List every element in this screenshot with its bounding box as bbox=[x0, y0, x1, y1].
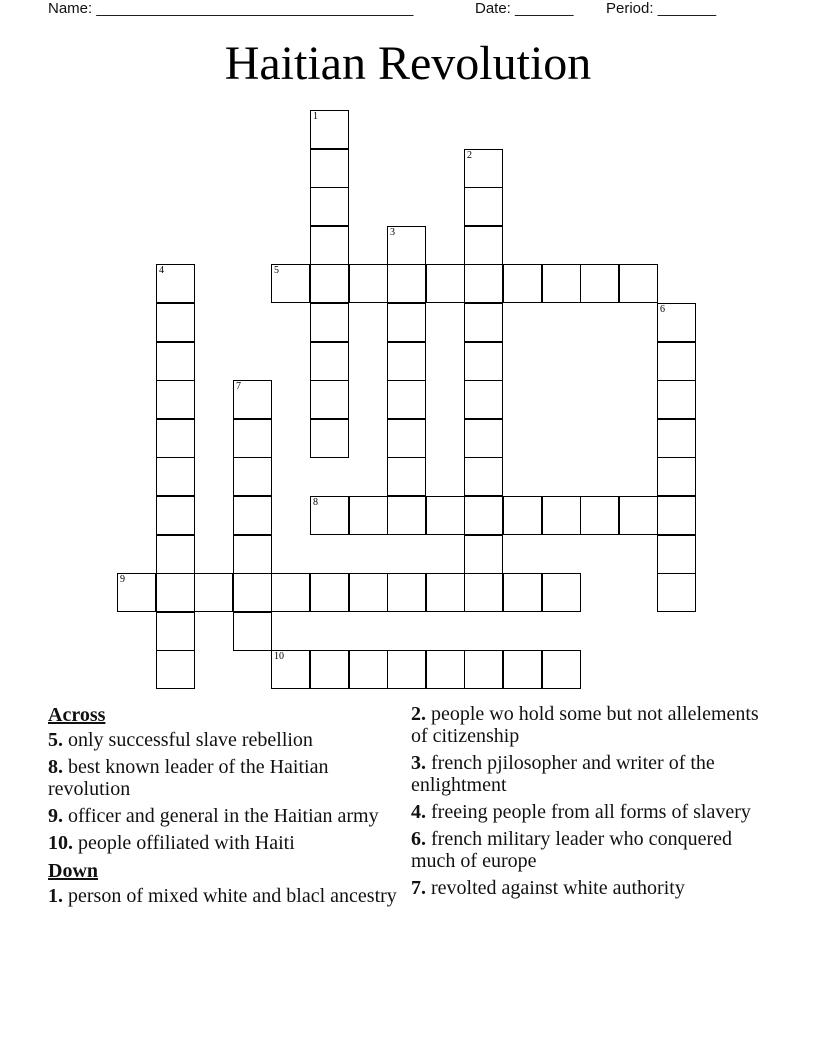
crossword-cell[interactable] bbox=[310, 380, 349, 419]
crossword-cell[interactable] bbox=[464, 419, 503, 458]
clue-down-3 bbox=[411, 752, 771, 796]
clue-number: 1. bbox=[48, 885, 63, 907]
clue-text: best known leader of the Haitian revolution bbox=[48, 756, 329, 800]
clue-down-6 bbox=[411, 828, 771, 872]
page-title: Haitian Revolution bbox=[224, 37, 592, 90]
crossword-cell[interactable] bbox=[464, 226, 503, 265]
period-field-label: Period: _______ bbox=[606, 0, 717, 17]
crossword-cell[interactable] bbox=[310, 226, 349, 265]
crossword-cell[interactable] bbox=[233, 573, 272, 612]
crossword-cell[interactable] bbox=[156, 342, 195, 381]
clue-text: people offiliated with Haiti bbox=[78, 832, 295, 854]
clue-number-label: 10 bbox=[274, 651, 284, 662]
crossword-cell[interactable] bbox=[310, 573, 349, 612]
clue-number: 8. bbox=[48, 756, 63, 778]
clue-number-label: 8 bbox=[313, 497, 318, 508]
clue-text: officer and general in the Haitian army bbox=[68, 805, 379, 827]
clue-text: french military leader who conquered much of europe bbox=[411, 828, 732, 872]
crossword-cell[interactable] bbox=[349, 650, 388, 689]
crossword-cell[interactable] bbox=[233, 612, 272, 651]
crossword-cell[interactable] bbox=[387, 573, 426, 612]
clue-number: 10. bbox=[48, 832, 73, 854]
crossword-cell[interactable] bbox=[657, 419, 696, 458]
clue-number-label: 9 bbox=[120, 574, 125, 585]
crossword-cell[interactable] bbox=[464, 149, 503, 188]
crossword-cell[interactable] bbox=[156, 419, 195, 458]
crossword-cell[interactable] bbox=[117, 573, 156, 612]
crossword-cell[interactable] bbox=[426, 650, 465, 689]
crossword-cell[interactable] bbox=[156, 650, 195, 689]
crossword-cell[interactable] bbox=[156, 380, 195, 419]
crossword-cell[interactable] bbox=[426, 496, 465, 535]
crossword-cell[interactable] bbox=[387, 380, 426, 419]
crossword-cell[interactable] bbox=[464, 303, 503, 342]
clue-number-label: 3 bbox=[390, 227, 395, 238]
crossword-cell[interactable] bbox=[387, 496, 426, 535]
crossword-cell[interactable] bbox=[310, 149, 349, 188]
crossword-cell[interactable] bbox=[387, 342, 426, 381]
crossword-cell[interactable] bbox=[503, 573, 542, 612]
crossword-cell[interactable] bbox=[387, 419, 426, 458]
crossword-cell[interactable] bbox=[542, 264, 581, 303]
clue-number-label: 2 bbox=[467, 150, 472, 161]
crossword-cell[interactable] bbox=[542, 496, 581, 535]
crossword-cell[interactable] bbox=[233, 535, 272, 574]
clue-down-4 bbox=[411, 801, 771, 823]
clue-number: 3. bbox=[411, 752, 426, 774]
crossword-cell[interactable] bbox=[464, 457, 503, 496]
crossword-cell[interactable] bbox=[310, 110, 349, 149]
crossword-cell[interactable] bbox=[464, 573, 503, 612]
clue-number: 6. bbox=[411, 828, 426, 850]
clue-number: 9. bbox=[48, 805, 63, 827]
crossword-cell[interactable] bbox=[657, 535, 696, 574]
crossword-cell[interactable] bbox=[156, 264, 195, 303]
crossword-cell[interactable] bbox=[464, 187, 503, 226]
crossword-cell[interactable] bbox=[271, 264, 310, 303]
crossword-cell[interactable] bbox=[310, 496, 349, 535]
crossword-cell[interactable] bbox=[464, 342, 503, 381]
crossword-cell[interactable] bbox=[310, 650, 349, 689]
clue-text: person of mixed white and blacl ancestry bbox=[68, 885, 397, 907]
crossword-cell[interactable] bbox=[387, 226, 426, 265]
across-heading: Across bbox=[48, 704, 106, 726]
crossword-cell[interactable] bbox=[349, 264, 388, 303]
crossword-cell[interactable] bbox=[619, 264, 658, 303]
crossword-cell[interactable] bbox=[156, 303, 195, 342]
clue-number-label: 5 bbox=[274, 265, 279, 276]
clue-text: people wo hold some but not allelements of citizenship bbox=[411, 703, 759, 747]
crossword-cell[interactable] bbox=[580, 264, 619, 303]
crossword-cell[interactable] bbox=[310, 187, 349, 226]
crossword-cell[interactable] bbox=[657, 496, 696, 535]
crossword-cell[interactable] bbox=[503, 650, 542, 689]
crossword-cell[interactable] bbox=[349, 573, 388, 612]
clue-down-7 bbox=[411, 877, 771, 899]
name-field-label: Name: ______________________________________ bbox=[48, 0, 414, 17]
crossword-cell[interactable] bbox=[657, 573, 696, 612]
crossword-cell[interactable] bbox=[657, 380, 696, 419]
clue-across-8 bbox=[48, 756, 398, 800]
crossword-cell[interactable] bbox=[426, 264, 465, 303]
crossword-cell[interactable] bbox=[233, 380, 272, 419]
crossword-cell[interactable] bbox=[619, 496, 658, 535]
crossword-cell[interactable] bbox=[349, 496, 388, 535]
crossword-cell[interactable] bbox=[387, 457, 426, 496]
date-field-label: Date: _______ bbox=[475, 0, 574, 17]
clue-across-5 bbox=[48, 729, 398, 751]
crossword-cell[interactable] bbox=[657, 303, 696, 342]
crossword-cell[interactable] bbox=[156, 457, 195, 496]
crossword-cell[interactable] bbox=[156, 496, 195, 535]
crossword-cell[interactable] bbox=[271, 650, 310, 689]
clue-text: revolted against white authority bbox=[431, 877, 685, 899]
crossword-cell[interactable] bbox=[542, 573, 581, 612]
clue-text: only successful slave rebellion bbox=[68, 729, 313, 751]
crossword-cell[interactable] bbox=[387, 264, 426, 303]
crossword-cell[interactable] bbox=[271, 573, 310, 612]
crossword-cell[interactable] bbox=[464, 496, 503, 535]
clue-number-label: 6 bbox=[660, 304, 665, 315]
crossword-cell[interactable] bbox=[310, 303, 349, 342]
crossword-cell[interactable] bbox=[233, 496, 272, 535]
crossword-cell[interactable] bbox=[426, 573, 465, 612]
clues-column-right bbox=[411, 703, 771, 904]
crossword-cell[interactable] bbox=[657, 457, 696, 496]
clue-number: 4. bbox=[411, 801, 426, 823]
crossword-cell[interactable] bbox=[194, 573, 233, 612]
clue-across-9 bbox=[48, 805, 398, 827]
crossword-cell[interactable] bbox=[580, 496, 619, 535]
crossword-cell[interactable] bbox=[464, 380, 503, 419]
clue-number-label: 4 bbox=[159, 265, 164, 276]
crossword-cell[interactable] bbox=[310, 264, 349, 303]
clue-down-2 bbox=[411, 703, 771, 747]
crossword-cell[interactable] bbox=[310, 419, 349, 458]
crossword-cell[interactable] bbox=[156, 573, 195, 612]
crossword-cell[interactable] bbox=[233, 419, 272, 458]
clue-text: freeing people from all forms of slavery bbox=[431, 801, 751, 823]
crossword-cell[interactable] bbox=[464, 264, 503, 303]
clue-number: 5. bbox=[48, 729, 63, 751]
clue-down-1 bbox=[48, 885, 398, 907]
crossword-cell[interactable] bbox=[657, 342, 696, 381]
clue-number-label: 7 bbox=[236, 381, 241, 392]
down-heading: Down bbox=[48, 860, 99, 882]
crossword-cell[interactable] bbox=[156, 535, 195, 574]
crossword-cell[interactable] bbox=[503, 496, 542, 535]
crossword-cell[interactable] bbox=[542, 650, 581, 689]
clue-text: french pjilosopher and writer of the enlightment bbox=[411, 752, 715, 796]
clue-number: 2. bbox=[411, 703, 426, 725]
clues-column-left bbox=[48, 703, 398, 912]
crossword-cell[interactable] bbox=[503, 264, 542, 303]
clue-number-label: 1 bbox=[313, 111, 318, 122]
crossword-cell[interactable] bbox=[387, 303, 426, 342]
clue-across-10 bbox=[48, 832, 398, 854]
crossword-cell[interactable] bbox=[310, 342, 349, 381]
crossword-cell[interactable] bbox=[156, 612, 195, 651]
crossword-cell[interactable] bbox=[387, 650, 426, 689]
crossword-cell[interactable] bbox=[233, 457, 272, 496]
crossword-cell[interactable] bbox=[464, 650, 503, 689]
crossword-cell[interactable] bbox=[464, 535, 503, 574]
clue-number: 7. bbox=[411, 877, 426, 899]
